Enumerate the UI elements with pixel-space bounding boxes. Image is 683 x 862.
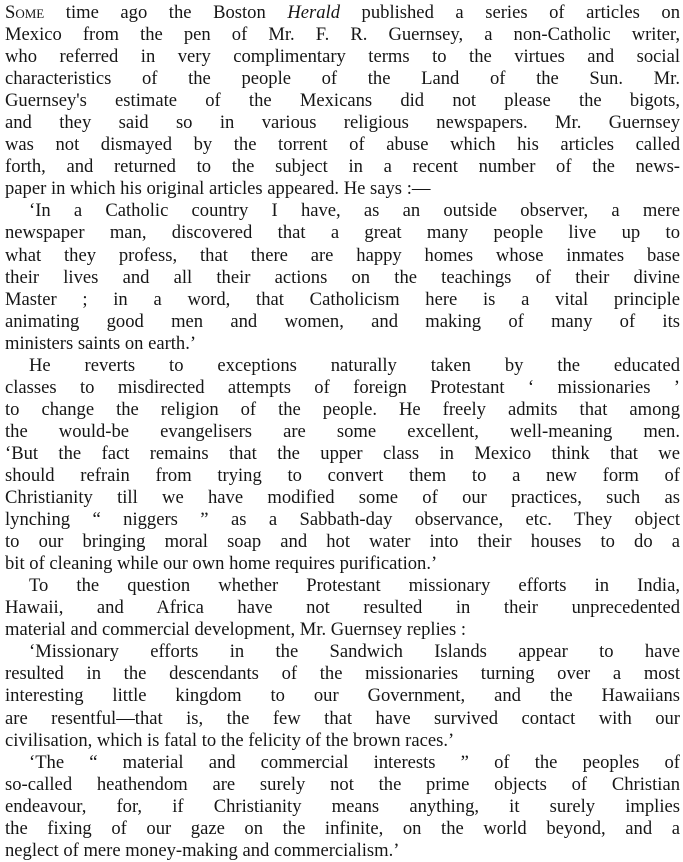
text-line-14: Master ; in a word, that Catholicism here is a vital principle: [5, 288, 680, 310]
text-line-29: material and commercial development, Mr. Guernsey replies :: [5, 619, 467, 641]
text-line-8: forth, and returned to the subject in a recent number of the news-: [5, 156, 680, 178]
text-line-18: classes to misdirected attempts of foreign Protestant ‘ missionaries ’: [5, 376, 680, 398]
text-line-34: civilisation, which is fatal to the felicity of the brown races.’: [5, 729, 455, 751]
text-line-16: ministers saints on earth.’: [5, 332, 197, 354]
text-line-5: Guernsey's estimate of the Mexicans did not please the bigots,: [5, 90, 680, 112]
text-line-6: and they said so in various religious newspapers. Mr. Guernsey: [5, 112, 680, 134]
text-line-35: ‘The “ material and commercial interests ” of the peoples of: [29, 751, 680, 773]
text-line-38: the fixing of our gaze on the infinite, on the world beyond, and a: [5, 817, 680, 839]
text-line-3: who referred in very complimentary terms to the virtues and social: [5, 46, 680, 68]
text-line-22: should refrain from trying to convert them to a new form of: [5, 464, 680, 486]
text-line-19: to change the religion of the people. He freely admits that among: [5, 398, 680, 420]
text-line-31: resulted in the descendants of the missionaries turning over a most: [5, 663, 680, 685]
text-line-9: paper in which his original articles appeared. He says :—: [5, 178, 431, 200]
text-line-25: to our bringing moral soap and hot water into their houses to do a: [5, 531, 680, 553]
text-line-33: are resentful—that is, the few that have survived contact with our: [5, 707, 680, 729]
text-line-23: Christianity till we have modified some of our practices, such as: [5, 487, 680, 509]
text-line-30: ‘Missionary efforts in the Sandwich Islands appear to have: [29, 641, 680, 663]
text-line-4: characteristics of the people of the Land of the Sun. Mr.: [5, 68, 680, 90]
text-line-10: ‘In a Catholic country I have, as an outside observer, a mere: [29, 200, 680, 222]
text-line-7: was not dismayed by the torrent of abuse which his articles called: [5, 134, 680, 156]
text-line-28: Hawaii, and Africa have not resulted in their unprecedented: [5, 597, 680, 619]
text-line-1: Some time ago the Boston Herald published a series of articles on: [5, 2, 680, 23]
text-line-36: so-called heathendom are surely not the prime objects of Christian: [5, 773, 680, 795]
text-line-37: endeavour, for, if Christianity means anything, it surely implies: [5, 795, 680, 817]
text-line-15: animating good men and women, and making of many of its: [5, 310, 680, 332]
text-line-32: interesting little kingdom to our Government, and the Hawaiians: [5, 685, 680, 707]
newspaper-name: Herald: [287, 2, 340, 23]
text-line-13: their lives and all their actions on the teachings of their divine: [5, 266, 680, 288]
text-line-20: the would-be evangelisers are some excellent, well-meaning men.: [5, 420, 680, 442]
text-line-26: bit of cleaning while our own home requires purification.’: [5, 553, 438, 575]
text-line-21: ‘But the fact remains that the upper class in Mexico think that we: [5, 442, 680, 464]
text-line-17: He reverts to exceptions naturally taken by the educated: [29, 354, 680, 376]
text-line-27: To the question whether Protestant missionary efforts in India,: [29, 575, 680, 597]
text-line-12: what they profess, that there are happy homes whose inmates base: [5, 244, 680, 266]
text-line-24: lynching “ niggers ” as a Sabbath-day observance, etc. They object: [5, 509, 680, 531]
text-line-11: newspaper man, discovered that a great many people live up to: [5, 222, 680, 244]
text-line-2: Mexico from the pen of Mr. F. R. Guernsey, a non-Catholic writer,: [5, 24, 680, 46]
opening-word: Some: [5, 2, 45, 23]
document-page: [5, 2, 680, 862]
text-line-39: neglect of mere money-making and commercialism.’: [5, 839, 400, 861]
